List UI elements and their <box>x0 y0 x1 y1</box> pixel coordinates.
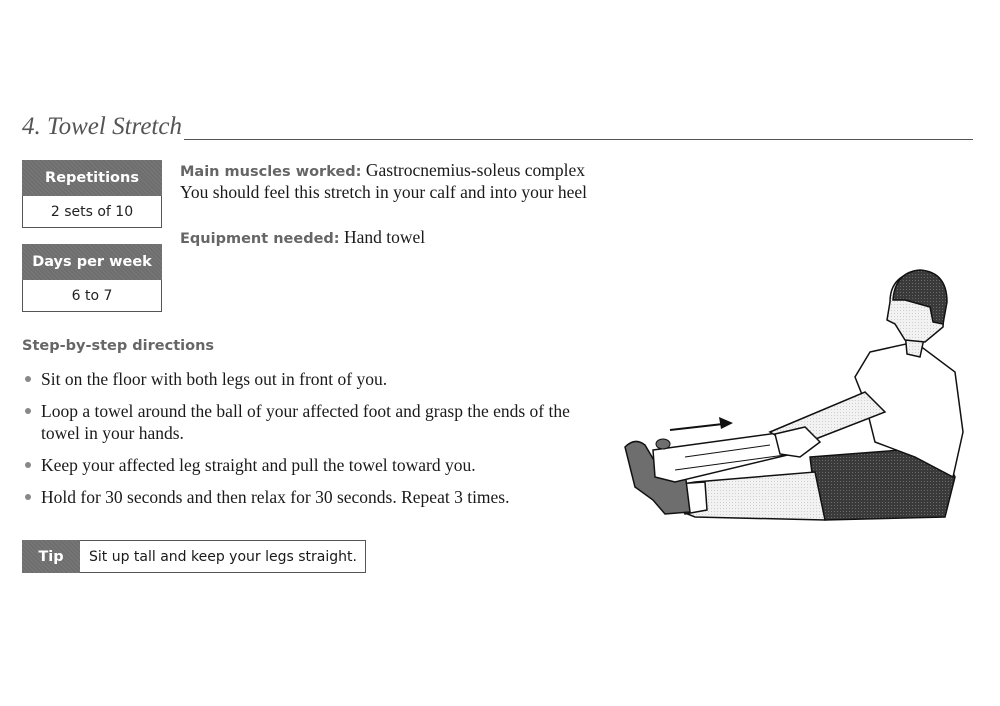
directions-list <box>22 368 602 518</box>
directions-title: Step-by-step directions <box>22 338 215 354</box>
main-muscles <box>180 160 585 183</box>
main-muscles-value: Gastrocnemius-soleus complex <box>365 160 586 180</box>
equipment-value: Hand towel <box>343 227 426 247</box>
repetitions-box <box>22 160 162 228</box>
direction-step-text: Keep your affected leg straight and pull the towel toward you. <box>41 455 476 475</box>
equipment <box>180 227 425 250</box>
title-underline <box>184 139 973 140</box>
bullet-icon <box>25 462 31 468</box>
direction-step <box>22 486 602 508</box>
towel-stretch-illustration <box>615 262 975 527</box>
days-per-week-value: 6 to 7 <box>22 280 162 312</box>
exercise-title: 4. Towel Stretch <box>22 113 182 140</box>
direction-step-text: Sit on the floor with both legs out in front of you. <box>41 369 388 389</box>
pull-direction-arrow-icon <box>670 417 733 430</box>
direction-step <box>22 454 602 476</box>
days-per-week-box <box>22 244 162 312</box>
bullet-icon <box>25 494 31 500</box>
exercise-title-row <box>22 113 973 143</box>
days-per-week-label: Days per week <box>22 244 162 280</box>
equipment-label: Equipment needed: <box>180 231 340 247</box>
tip-label: Tip <box>22 540 80 573</box>
repetitions-value: 2 sets of 10 <box>22 196 162 228</box>
main-muscles-label: Main muscles worked: <box>180 164 362 180</box>
direction-step <box>22 400 581 444</box>
tip-text: Sit up tall and keep your legs straight. <box>80 540 366 573</box>
bullet-icon <box>25 408 31 414</box>
main-muscles-note-row <box>180 182 587 203</box>
main-muscles-note: You should feel this stretch in your calf and into your heel <box>180 182 587 202</box>
tip-box <box>22 540 366 573</box>
bullet-icon <box>25 376 31 382</box>
direction-step <box>22 368 602 390</box>
direction-step-text: Hold for 30 seconds and then relax for 30 seconds. Repeat 3 times. <box>41 487 510 507</box>
repetitions-label: Repetitions <box>22 160 162 196</box>
direction-step-text: Loop a towel around the ball of your affected foot and grasp the ends of the towel in your hands. <box>41 401 570 443</box>
